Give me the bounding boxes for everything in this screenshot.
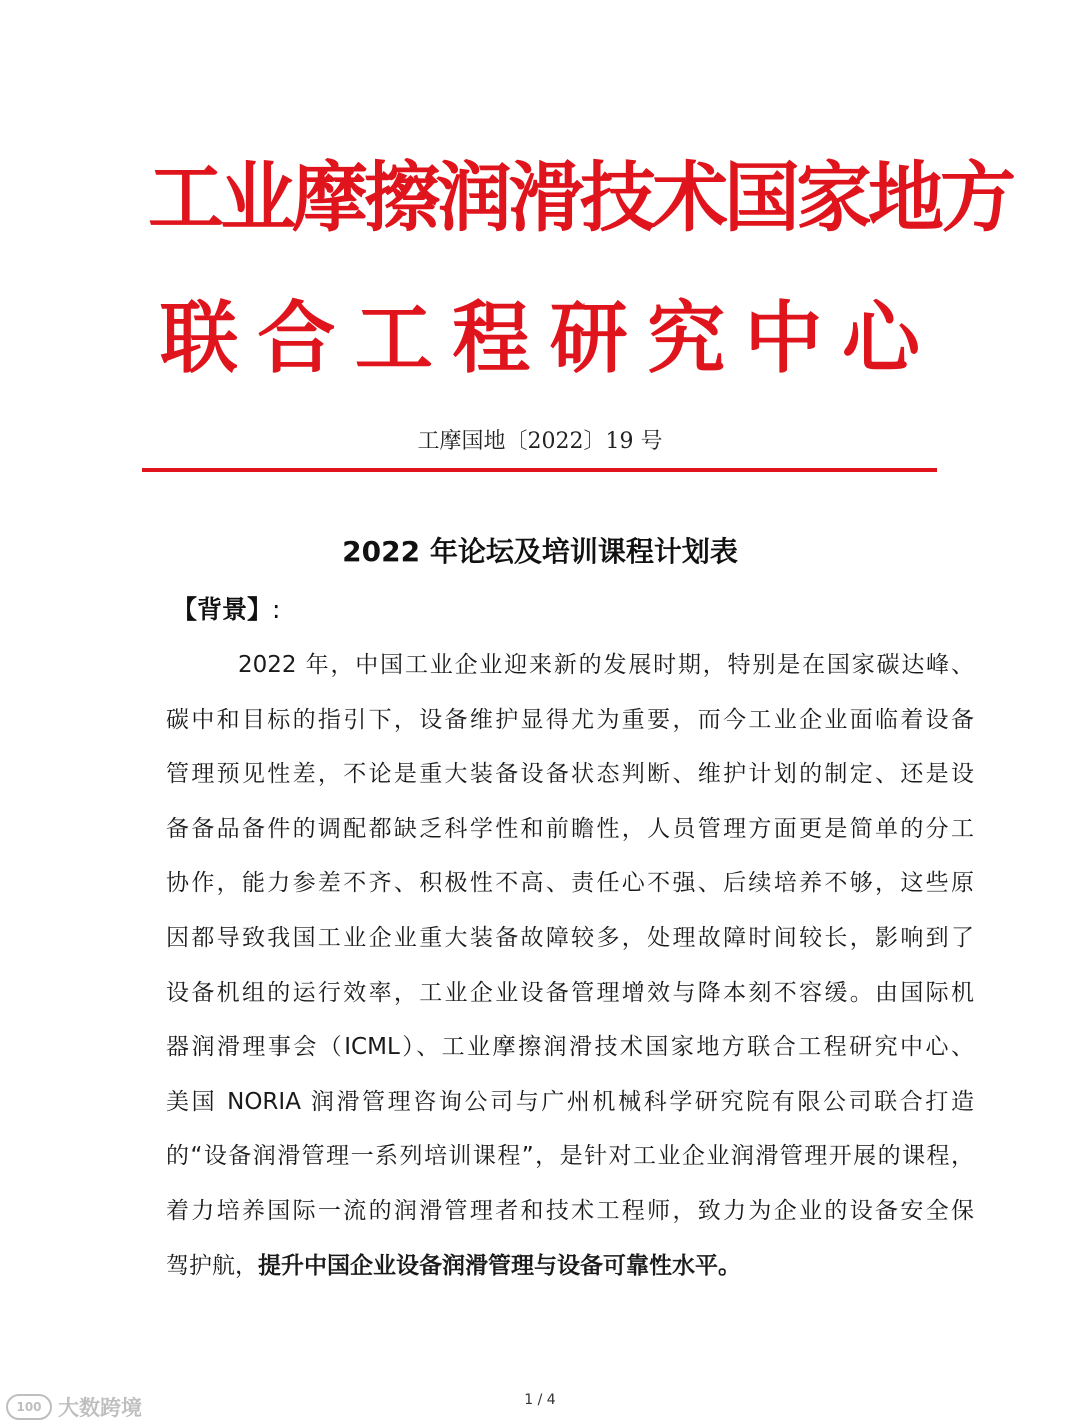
document-title: 2022 年论坛及培训课程计划表 — [342, 535, 738, 568]
body-line: 着力培养国际一流的润滑管理者和技术工程师，致力为企业的设备安全保 — [166, 1197, 974, 1224]
body-last-line-prefix: 驾护航， — [166, 1252, 258, 1279]
body-line: 因都导致我国工业企业重大装备故障较多，处理故障时间较长，影响到了 — [166, 924, 974, 951]
body-last-line — [166, 1239, 974, 1294]
masthead-title-line-1: 工业摩擦润滑技术国家地方 — [148, 153, 1012, 242]
body-line: 备备品备件的调配都缺乏科学性和前瞻性，人员管理方面更是简单的分工 — [166, 815, 974, 842]
watermark-logo-icon: 100 — [6, 1394, 52, 1420]
body-line: 设备机组的运行效率，工业企业设备管理增效与降本刻不容缓。由国际机 — [166, 979, 974, 1006]
body-emphasis: 提升中国企业设备润滑管理与设备可靠性水平。 — [258, 1252, 741, 1279]
body-line: 协作，能力参差不齐、积极性不高、责任心不强、后续培养不够，这些原 — [166, 870, 974, 897]
body-line: 管理预见性差，不论是重大装备设备状态判断、维护计划的制定、还是设 — [166, 761, 974, 788]
body-line: 2022 年，中国工业企业迎来新的发展时期，特别是在国家碳达峰、 — [238, 652, 974, 678]
watermark-text: 大数跨境 — [58, 1396, 142, 1420]
masthead-divider — [142, 468, 937, 472]
body-paragraph — [166, 638, 974, 1293]
section-heading-background — [172, 590, 280, 626]
masthead-title-line-2: 联合工程研究中心 — [160, 294, 920, 384]
body-line: 美国 NORIA 润滑管理咨询公司与广州机械科学研究院有限公司联合打造 — [166, 1088, 974, 1115]
body-line: 器润滑理事会（ICML）、工业摩擦润滑技术国家地方联合工程研究中心、 — [166, 1034, 974, 1061]
page-number: 1 / 4 — [524, 1392, 556, 1408]
section-heading-label: 【背景】 — [172, 595, 273, 624]
document-number: 工摩国地〔2022〕19 号 — [417, 429, 663, 454]
body-line: 碳中和目标的指引下，设备维护显得尤为重要，而今工业企业面临着设备 — [166, 706, 974, 733]
body-line: 的“设备润滑管理一系列培训课程”，是针对工业企业润滑管理开展的课程， — [166, 1143, 974, 1170]
section-heading-colon: : — [272, 595, 281, 624]
